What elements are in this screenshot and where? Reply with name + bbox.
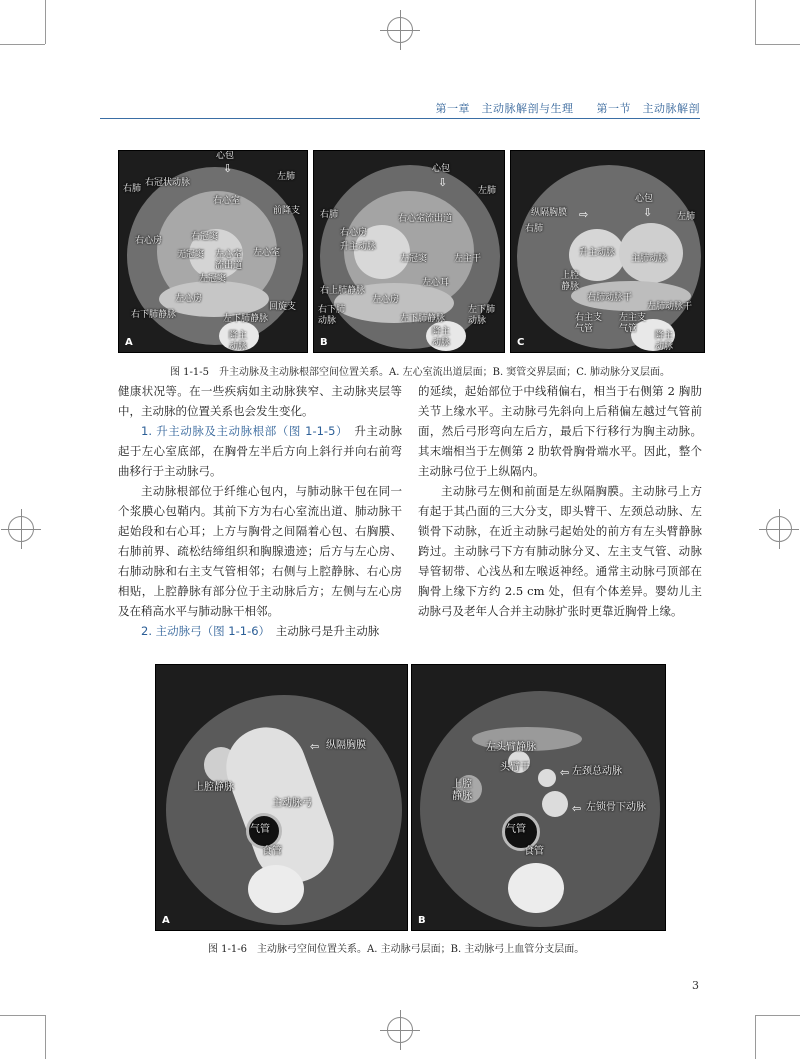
ct-label: 食管	[262, 846, 282, 857]
ct-label: 左冠窦	[199, 274, 227, 284]
crop-mark	[45, 1015, 46, 1059]
crop-mark	[0, 44, 45, 45]
ct-spine	[508, 863, 564, 913]
ct-label: 左锁骨下动脉	[586, 802, 646, 813]
ct-panel-arch-b	[411, 664, 666, 931]
arrow-down-icon: ⇩	[438, 176, 448, 189]
ct-label: 降主动脉	[229, 331, 248, 352]
ct-panel-b	[313, 150, 505, 353]
ct-label: 左主干	[454, 254, 482, 264]
left-column	[118, 381, 402, 641]
crop-mark	[45, 0, 46, 44]
ct-label: 右肺	[525, 224, 544, 234]
ct-label: 左冠窦	[400, 254, 428, 264]
paragraph: 健康状况等。在一些疾病如主动脉狭窄、主动脉夹层等中，主动脉的位置关系也会发生变化。	[118, 384, 402, 418]
ct-label: 降主动脉	[432, 327, 451, 348]
ct-label: 回旋支	[269, 302, 297, 312]
registration-mark-icon	[387, 17, 413, 43]
ct-label: 右肺动脉干	[587, 293, 633, 303]
ct-label: 左肺	[478, 186, 497, 196]
ct-label: 右冠窦	[191, 232, 219, 242]
ct-label: 左下肺静脉	[223, 314, 269, 324]
header-rule	[100, 118, 700, 119]
panel-letter: B	[320, 337, 328, 348]
panel-letter: C	[517, 337, 525, 348]
ct-label: 主肺动脉	[631, 254, 668, 264]
panel-letter: B	[418, 915, 426, 926]
ct-label: 左下肺静脉	[400, 314, 446, 324]
panel-letter: A	[125, 337, 133, 348]
registration-mark-icon	[8, 516, 34, 542]
arrow-left-icon: ⇦	[310, 740, 320, 753]
ct-label: 左心房	[372, 295, 400, 305]
ct-label: 右上肺静脉	[320, 286, 366, 296]
ct-label: 上腔静脉	[452, 779, 472, 802]
ct-label: 右心房	[340, 228, 368, 238]
arrow-down-icon: ⇩	[223, 162, 233, 175]
crop-mark	[755, 44, 800, 45]
registration-mark-icon	[387, 1017, 413, 1043]
ct-label: 升主动脉	[579, 248, 616, 258]
ct-label: 左颈总动脉	[572, 766, 622, 777]
ct-label: 气管	[506, 824, 526, 835]
ct-label: 食管	[524, 846, 544, 857]
ct-label: 心包	[635, 194, 654, 204]
ct-label: 心包	[216, 151, 235, 161]
ct-panel-arch-a	[155, 664, 408, 931]
ct-pulmonary-artery	[619, 223, 683, 283]
ct-label: 左心耳	[422, 278, 450, 288]
ct-panel-a	[118, 150, 308, 353]
crop-mark	[755, 1015, 756, 1059]
ct-left-common-carotid	[538, 769, 556, 787]
ct-label: 升主动脉	[340, 242, 377, 252]
arrow-down-icon: ⇩	[643, 206, 653, 219]
figure-caption: 图 1-1-5 升主动脉及主动脉根部空间位置关系。A. 左心室流出道层面；B. 窦管交界层面；C. 肺动脉分叉层面。	[170, 367, 670, 378]
running-head: 第一章 主动脉解剖与生理 第一节 主动脉解剖	[435, 102, 700, 115]
ct-label: 左肺动脉干	[647, 302, 693, 312]
right-column	[418, 381, 702, 621]
paragraph: 主动脉弓左侧和前面是左纵隔胸膜。主动脉弓上方有起于其凸面的三大分支，即头臂干、左颈总动脉、左锁骨下动脉，在近主动脉弓起始处的前方有左头臂静脉跨过。主动脉弓下方有肺动脉分叉、左主支气管、动脉导管韧带、心浅丛和左喉返神经。通常主动脉弓顶部在胸骨上缘下方约 2.5 cm 处，但有个体差异。婴幼儿主动脉弓及老年人合并主动脉扩张时更靠近胸骨上缘。	[418, 484, 702, 618]
ct-label: 左下肺动脉	[468, 305, 496, 326]
ct-label: 主动脉弓	[272, 798, 312, 809]
arrow-left-icon: ⇦	[572, 802, 582, 815]
ct-label: 右下肺静脉	[131, 310, 177, 320]
ct-label: 心包	[432, 164, 451, 174]
paragraph: 主动脉根部位于纤维心包内，与肺动脉干包在同一个浆膜心包鞘内。其前下方为右心室流出道、肺动脉干起始段和右心耳；上方与胸骨之间隔着心包、右胸膜、右肺前界、疏松结缔组织和胸腺遗迹；后方与左心房、右肺动脉和右主支气管相邻；右侧与上腔静脉、右心房相贴，上腔静脉有部分位于主动脉后方；左侧与左心房及在稍高水平与肺动脉干相邻。	[118, 484, 402, 618]
crop-mark	[0, 1015, 45, 1016]
ct-label: 右肺	[123, 184, 142, 194]
crop-mark	[755, 1015, 800, 1016]
arrow-left-icon: ⇦	[560, 766, 570, 779]
ct-panel-c	[510, 150, 705, 353]
section-heading: 2. 主动脉弓（图 1-1-6）	[141, 624, 265, 638]
ct-label: 左心室流出道	[215, 250, 243, 271]
section-heading: 1. 升主动脉及主动脉根部（图 1-1-5）	[141, 424, 343, 438]
ct-label: 纵隔胸膜	[531, 208, 568, 218]
paragraph: 的延续，起始部位于中线稍偏右，相当于右侧第 2 胸肋关节上缘水平。主动脉弓先斜向上后稍偏左越过气管前面，然后弓形弯向左后方，最后下行移行为胸主动脉。其末端相当于左侧第 2 肋软骨胸骨端水平。因此，整个主动脉弓位于上纵隔内。	[418, 384, 702, 478]
ct-label: 右主支气管	[575, 313, 603, 334]
ct-label: 纵隔胸膜	[326, 740, 366, 751]
ct-label: 头臂干	[500, 762, 530, 773]
ct-label: 气管	[250, 824, 270, 835]
page-number: 3	[692, 979, 699, 992]
registration-mark-icon	[766, 516, 792, 542]
figure-caption: 图 1-1-6 主动脉弓空间位置关系。A. 主动脉弓层面；B. 主动脉弓上血管分支层面。	[208, 944, 585, 955]
ct-label: 上腔静脉	[561, 271, 580, 292]
ct-label: 右心室	[213, 196, 241, 206]
ct-label: 左心房	[175, 294, 203, 304]
ct-label: 右心房	[135, 236, 163, 246]
ct-label: 左肺	[677, 212, 696, 222]
panel-letter: A	[162, 915, 170, 926]
ct-label: 上腔静脉	[194, 782, 234, 793]
paragraph: 2. 主动脉弓（图 1-1-6） 主动脉弓是升主动脉	[141, 624, 380, 638]
ct-label: 降主动脉	[655, 331, 674, 352]
ct-spine	[248, 865, 304, 913]
arrow-right-icon: ⇨	[579, 208, 589, 221]
ct-label: 左主支气管	[619, 313, 647, 334]
ct-label: 左肺	[277, 172, 296, 182]
ct-label: 右下肺动脉	[318, 305, 346, 326]
ct-label: 右心室流出道	[398, 214, 453, 224]
crop-mark	[755, 0, 756, 44]
paragraph: 1. 升主动脉及主动脉根部（图 1-1-5） 升主动脉起于左心室底部，在胸骨左半后方向上斜行并向右前弯曲移行于主动脉弓。	[118, 424, 403, 478]
ct-label: 前降支	[273, 206, 301, 216]
ct-label: 右肺	[320, 210, 339, 220]
ct-label: 无冠窦	[177, 250, 205, 260]
ct-label: 左头臂静脉	[486, 742, 536, 753]
ct-label: 右冠状动脉	[145, 178, 191, 188]
ct-left-subclavian	[542, 791, 568, 817]
ct-label: 左心室	[253, 248, 281, 258]
